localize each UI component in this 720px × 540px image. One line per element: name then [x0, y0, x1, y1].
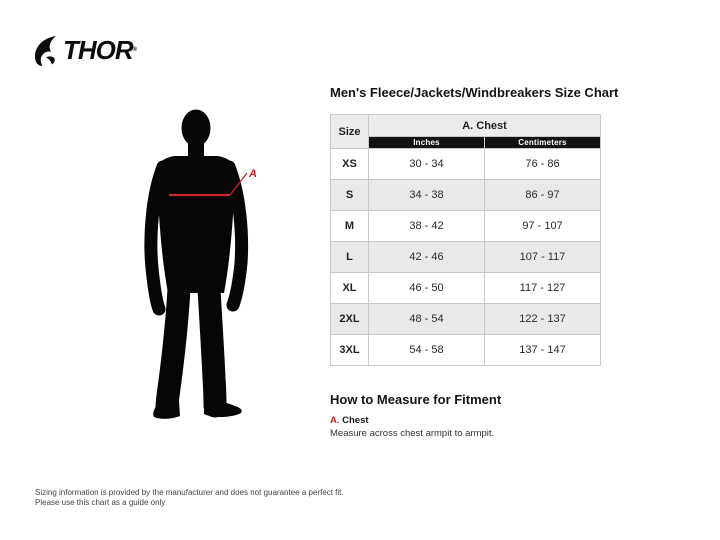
size-cell: M	[331, 211, 369, 242]
inches-cell: 54 - 58	[369, 335, 485, 366]
table-header-row	[331, 115, 601, 137]
size-cell: L	[331, 242, 369, 273]
centimeters-cell: 137 - 147	[485, 335, 601, 366]
inches-cell: 34 - 38	[369, 180, 485, 211]
centimeters-column-header: Centimeters	[485, 137, 601, 149]
footer-line-2: Please use this chart as a guide only	[35, 498, 166, 508]
silhouette-right-leg	[209, 289, 215, 406]
measure-item-chest	[330, 415, 369, 426]
thor-horn-icon	[34, 36, 60, 66]
table-row	[331, 273, 601, 304]
centimeters-cell: 86 - 97	[485, 180, 601, 211]
centimeters-cell: 117 - 127	[485, 273, 601, 304]
centimeters-cell: 76 - 86	[485, 149, 601, 180]
size-chart-title: Men's Fleece/Jackets/Windbreakers Size Chart	[330, 85, 619, 100]
male-silhouette-figure	[136, 103, 296, 423]
silhouette-torso	[156, 156, 236, 293]
brand-logo	[34, 36, 136, 66]
table-row	[331, 242, 601, 273]
silhouette-neck	[188, 139, 204, 157]
size-cell: 2XL	[331, 304, 369, 335]
inches-cell: 30 - 34	[369, 149, 485, 180]
size-table-container	[330, 114, 601, 366]
centimeters-cell: 97 - 107	[485, 211, 601, 242]
table-row	[331, 304, 601, 335]
table-row	[331, 149, 601, 180]
silhouette-right-foot	[204, 400, 242, 417]
thor-wordmark	[63, 36, 136, 64]
size-cell: XL	[331, 273, 369, 304]
chest-group-header: A. Chest	[369, 115, 601, 137]
silhouette-left-leg	[167, 289, 179, 407]
inches-cell: 42 - 46	[369, 242, 485, 273]
size-chart-table	[330, 114, 601, 366]
male-silhouette	[136, 103, 296, 423]
measure-key: A.	[330, 415, 340, 426]
measure-description: Measure across chest armpit to armpit.	[330, 428, 495, 439]
size-cell: XS	[331, 149, 369, 180]
size-column-header: Size	[331, 115, 369, 149]
inches-cell: 48 - 54	[369, 304, 485, 335]
thor-wordmark-text: THOR	[63, 35, 133, 65]
table-unit-header-row	[331, 137, 601, 149]
inches-column-header: Inches	[369, 137, 485, 149]
inches-cell: 38 - 42	[369, 211, 485, 242]
footer-line-1: Sizing information is provided by the manufacturer and does not guarantee a perfect fit.	[35, 488, 344, 497]
registered-mark: ®	[132, 47, 137, 53]
how-to-measure-title: How to Measure for Fitment	[330, 392, 502, 407]
size-cell: S	[331, 180, 369, 211]
inches-cell: 46 - 50	[369, 273, 485, 304]
table-row	[331, 211, 601, 242]
measure-name: Chest	[342, 415, 369, 426]
footer-disclaimer	[35, 488, 344, 509]
size-cell: 3XL	[331, 335, 369, 366]
centimeters-cell: 107 - 117	[485, 242, 601, 273]
table-row	[331, 180, 601, 211]
table-row	[331, 335, 601, 366]
chest-measure-label: A	[249, 168, 257, 180]
centimeters-cell: 122 - 137	[485, 304, 601, 335]
